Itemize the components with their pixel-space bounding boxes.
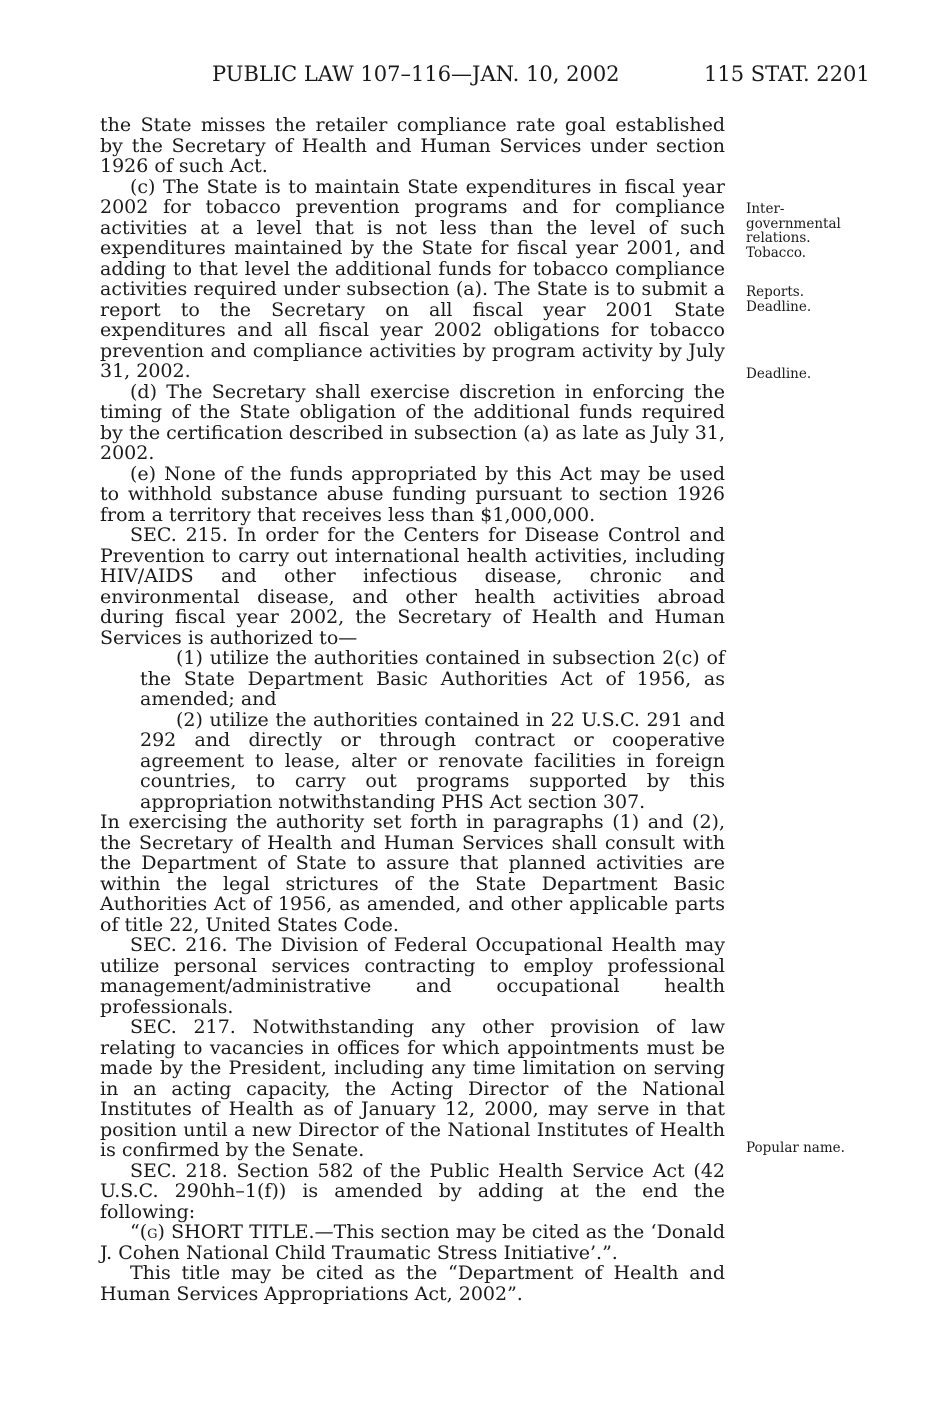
section-label: SEC. 217. — [130, 1016, 236, 1038]
paragraph-d: (d) The Secretary shall exercise discretion in enforcing the timing of the State obligation of the additional funds required by the certification described in subsection (a) as late as July 31, 2002. — [100, 380, 725, 464]
paragraph-c: (c) The State is to maintain State expenditures in fiscal year 2002 for tobacco prevention programs and for compliance activities at a level that is not less than the level of such expenditures maintained by the State for fiscal year 2001, and adding to that level the additional funds for tobacco compliance activities required under subsection (a). The State is to submit a report to the Secretary on all fiscal year 2001 State expenditures and all fiscal year 2002 obligations for tobacco prevention and compliance activities by program activity by July 31, 2002. — [100, 175, 725, 382]
short-title-label: “(g) SHORT TITLE.— — [130, 1221, 334, 1243]
header-title: PUBLIC LAW 107–116—JAN. 10, 2002 — [212, 62, 620, 86]
header-stat: 115 STAT. 2201 — [704, 62, 870, 86]
title-citation: This title may be cited as the “Department of Health and Human Services Appropriations Act, 2002”. — [100, 1262, 725, 1305]
paragraph-e: (e) None of the funds appropriated by this Act may be used to withhold substance abuse funding pursuant to section 1926 from a territory that receives less than $1,000,000. — [100, 462, 725, 526]
margin-note-popular-name: Popular name. — [746, 1140, 845, 1156]
section-label: SEC. 218. — [130, 1159, 228, 1182]
section-label: SEC. 215. — [130, 524, 228, 546]
short-title — [100, 1222, 725, 1263]
section-text: Section 582 of the Public Health Service Act (42 U.S.C. 290hh–1(f)) is amended by adding at the end the following: — [100, 1159, 725, 1223]
body-text — [100, 115, 725, 1304]
margin-note-deadline: Deadline. — [746, 366, 812, 382]
section-text: In order for the Centers for Disease Control and Prevention to carry out international health activities, including HIV/AIDS and other infectious disease, chronic and environmental disease, and other health activities abroad during fiscal year 2002, the Secretary of Health and Human Services is authorized to— — [100, 524, 725, 649]
item-1: (1) utilize the authorities contained in subsection 2(c) of the State Department Basic Authorities Act of 1956, as amended; and — [140, 647, 725, 710]
page-header — [0, 62, 950, 94]
item-2: (2) utilize the authorities contained in 22 U.S.C. 291 and 292 and directly or through contract or cooperative agreement to lease, alter or renovate facilities in foreign countries, to carry out programs supported by this appropriation notwithstanding PHS Act section 307. — [140, 708, 725, 813]
section-216 — [100, 935, 725, 1017]
paragraph: In exercising the authority set forth in paragraphs (1) and (2), the Secretary of Health and Human Services shall consult with the Department of State to assure that planned activities are within the legal strictures of the State Department Basic Authorities Act of 1956, as amended, and other applicable parts of title 22, United States Code. — [100, 811, 725, 936]
section-label: SEC. 216. — [130, 934, 228, 956]
margin-note-intergovernmental: Inter-governmental relations. Tobacco. — [746, 201, 841, 261]
section-217 — [100, 1017, 725, 1161]
short-title-text: This section may be cited as the ‘Donald J. Cohen National Child Traumatic Stress Initiative’.”. — [100, 1221, 725, 1264]
section-text: The Division of Federal Occupational Health may utilize personal services contracting to employ professional management/administrative and occupational health professionals. — [100, 934, 725, 1018]
section-218 — [100, 1161, 725, 1223]
paragraph: the State misses the retailer compliance rate goal established by the Secretary of Health and Human Services under section 1926 of such Act. — [100, 114, 725, 177]
section-215 — [100, 525, 725, 648]
margin-note-reports: Reports. Deadline. — [746, 284, 812, 315]
section-text: Notwithstanding any other provision of law relating to vacancies in offices for which appointments must be made by the President, including any time limitation on serving in an acting capacity, the Acting Director of the National Institutes of Health as of January 12, 2000, may serve in that position until a new Director of the National Institutes of Health is confirmed by the Senate. — [100, 1016, 725, 1161]
